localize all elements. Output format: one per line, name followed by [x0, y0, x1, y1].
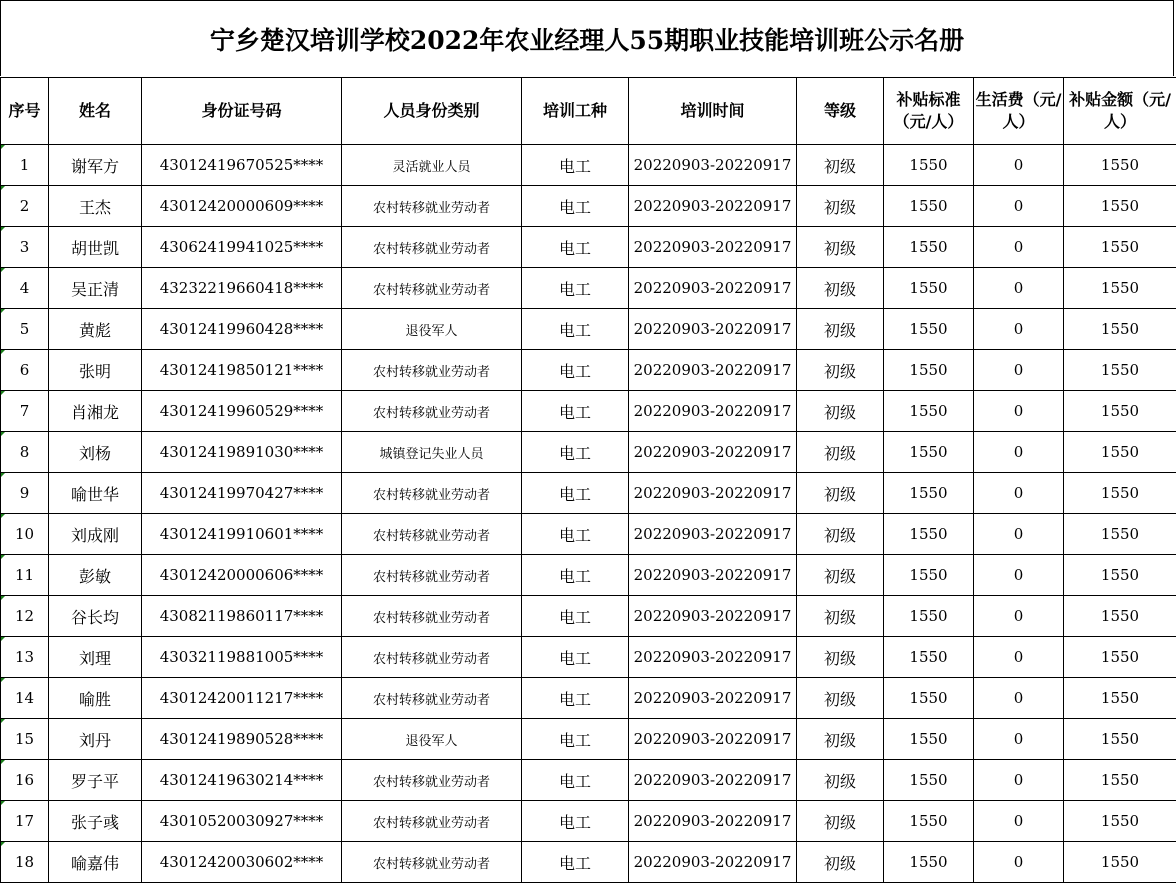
cell-trade[interactable]: 电工	[522, 432, 629, 473]
cell-id-number[interactable]: 43010520030927****	[142, 801, 342, 842]
cell-trade[interactable]: 电工	[522, 186, 629, 227]
cell-name[interactable]: 罗子平	[49, 760, 142, 801]
cell-trade[interactable]: 电工	[522, 391, 629, 432]
cell-subsidy-amount[interactable]: 1550	[1064, 391, 1176, 432]
cell-category[interactable]: 农村转移就业劳动者	[342, 268, 522, 309]
cell-id-number[interactable]: 43032119881005****	[142, 637, 342, 678]
cell-id-number[interactable]: 43012419960529****	[142, 391, 342, 432]
cell-name[interactable]: 刘成刚	[49, 514, 142, 555]
cell-seq[interactable]: 10	[1, 514, 49, 555]
cell-living-fee[interactable]: 0	[974, 473, 1064, 514]
cell-level[interactable]: 初级	[797, 391, 884, 432]
table-row	[1, 637, 1176, 678]
header-training-time[interactable]: 培训时间	[629, 78, 797, 145]
cell-category[interactable]: 农村转移就业劳动者	[342, 637, 522, 678]
table-row	[1, 268, 1176, 309]
cell-subsidy-amount[interactable]: 1550	[1064, 145, 1176, 186]
cell-id-number[interactable]: 43012419890528****	[142, 719, 342, 760]
cell-id-number[interactable]: 43012419960428****	[142, 309, 342, 350]
cell-subsidy-standard[interactable]: 1550	[884, 473, 974, 514]
cell-category[interactable]: 城镇登记失业人员	[342, 432, 522, 473]
cell-subsidy-standard[interactable]: 1550	[884, 145, 974, 186]
cell-subsidy-standard[interactable]: 1550	[884, 309, 974, 350]
cell-trade[interactable]: 电工	[522, 268, 629, 309]
cell-living-fee[interactable]: 0	[974, 637, 1064, 678]
cell-level[interactable]: 初级	[797, 801, 884, 842]
cell-trade[interactable]: 电工	[522, 637, 629, 678]
cell-trade[interactable]: 电工	[522, 719, 629, 760]
cell-category[interactable]: 农村转移就业劳动者	[342, 596, 522, 637]
cell-category[interactable]: 农村转移就业劳动者	[342, 186, 522, 227]
cell-category[interactable]: 退役军人	[342, 719, 522, 760]
cell-subsidy-amount[interactable]: 1550	[1064, 473, 1176, 514]
cell-training-time[interactable]: 20220903-20220917	[629, 760, 797, 801]
table-row	[1, 391, 1176, 432]
cell-living-fee[interactable]: 0	[974, 227, 1064, 268]
cell-subsidy-standard[interactable]: 1550	[884, 555, 974, 596]
cell-training-time[interactable]: 20220903-20220917	[629, 350, 797, 391]
cell-living-fee[interactable]: 0	[974, 391, 1064, 432]
header-level[interactable]: 等级	[797, 78, 884, 145]
table-row	[1, 350, 1176, 391]
cell-training-time[interactable]: 20220903-20220917	[629, 719, 797, 760]
cell-training-time[interactable]: 20220903-20220917	[629, 391, 797, 432]
cell-id-number[interactable]: 43012420000609****	[142, 186, 342, 227]
cell-category[interactable]: 农村转移就业劳动者	[342, 473, 522, 514]
cell-living-fee[interactable]: 0	[974, 309, 1064, 350]
cell-living-fee[interactable]: 0	[974, 350, 1064, 391]
cell-seq[interactable]: 14	[1, 678, 49, 719]
cell-trade[interactable]: 电工	[522, 227, 629, 268]
cell-subsidy-amount[interactable]: 1550	[1064, 309, 1176, 350]
cell-level[interactable]: 初级	[797, 719, 884, 760]
sheet-title: 宁乡楚汉培训学校2022年农业经理人55期职业技能培训班公示名册	[0, 0, 1174, 76]
roster-table	[0, 77, 1176, 883]
cell-category[interactable]: 农村转移就业劳动者	[342, 760, 522, 801]
cell-name[interactable]: 喻胜	[49, 678, 142, 719]
cell-name[interactable]: 胡世凯	[49, 227, 142, 268]
cell-trade[interactable]: 电工	[522, 596, 629, 637]
cell-name[interactable]: 王杰	[49, 186, 142, 227]
cell-living-fee[interactable]: 0	[974, 514, 1064, 555]
cell-level[interactable]: 初级	[797, 555, 884, 596]
cell-seq[interactable]: 6	[1, 350, 49, 391]
cell-training-time[interactable]: 20220903-20220917	[629, 309, 797, 350]
cell-subsidy-amount[interactable]: 1550	[1064, 760, 1176, 801]
cell-name[interactable]: 谢军方	[49, 145, 142, 186]
table-row	[1, 678, 1176, 719]
cell-id-number[interactable]: 43012420000606****	[142, 555, 342, 596]
cell-level[interactable]: 初级	[797, 760, 884, 801]
cell-name[interactable]: 谷长均	[49, 596, 142, 637]
cell-subsidy-standard[interactable]: 1550	[884, 637, 974, 678]
cell-id-number[interactable]: 43012419630214****	[142, 760, 342, 801]
cell-name[interactable]: 肖湘龙	[49, 391, 142, 432]
cell-id-number[interactable]: 43012420030602****	[142, 842, 342, 883]
cell-trade[interactable]: 电工	[522, 473, 629, 514]
header-subsidy-amount[interactable]: 补贴金额（元/人）	[1064, 78, 1176, 145]
cell-living-fee[interactable]: 0	[974, 555, 1064, 596]
header-trade[interactable]: 培训工种	[522, 78, 629, 145]
cell-id-number[interactable]: 43012419891030****	[142, 432, 342, 473]
cell-subsidy-standard[interactable]: 1550	[884, 432, 974, 473]
cell-seq[interactable]: 8	[1, 432, 49, 473]
cell-name[interactable]: 彭敏	[49, 555, 142, 596]
cell-seq[interactable]: 18	[1, 842, 49, 883]
cell-trade[interactable]: 电工	[522, 555, 629, 596]
cell-trade[interactable]: 电工	[522, 514, 629, 555]
cell-level[interactable]: 初级	[797, 473, 884, 514]
cell-living-fee[interactable]: 0	[974, 432, 1064, 473]
cell-subsidy-amount[interactable]: 1550	[1064, 596, 1176, 637]
cell-training-time[interactable]: 20220903-20220917	[629, 801, 797, 842]
cell-training-time[interactable]: 20220903-20220917	[629, 678, 797, 719]
header-subsidy-standard[interactable]: 补贴标准（元/人）	[884, 78, 974, 145]
header-name[interactable]: 姓名	[49, 78, 142, 145]
cell-seq[interactable]: 4	[1, 268, 49, 309]
cell-id-number[interactable]: 43012419970427****	[142, 473, 342, 514]
header-seq[interactable]: 序号	[1, 78, 49, 145]
cell-level[interactable]: 初级	[797, 350, 884, 391]
cell-subsidy-standard[interactable]: 1550	[884, 227, 974, 268]
table-row	[1, 473, 1176, 514]
cell-subsidy-standard[interactable]: 1550	[884, 801, 974, 842]
header-row	[1, 78, 1176, 145]
cell-living-fee[interactable]: 0	[974, 596, 1064, 637]
table-row	[1, 514, 1176, 555]
cell-name[interactable]: 黄彪	[49, 309, 142, 350]
cell-subsidy-standard[interactable]: 1550	[884, 186, 974, 227]
cell-seq[interactable]: 5	[1, 309, 49, 350]
cell-seq[interactable]: 11	[1, 555, 49, 596]
cell-subsidy-amount[interactable]: 1550	[1064, 268, 1176, 309]
cell-training-time[interactable]: 20220903-20220917	[629, 186, 797, 227]
cell-living-fee[interactable]: 0	[974, 719, 1064, 760]
cell-living-fee[interactable]: 0	[974, 842, 1064, 883]
cell-category[interactable]: 退役军人	[342, 309, 522, 350]
table-row	[1, 842, 1176, 883]
cell-level[interactable]: 初级	[797, 514, 884, 555]
cell-trade[interactable]: 电工	[522, 678, 629, 719]
cell-id-number[interactable]: 43012419670525****	[142, 145, 342, 186]
cell-subsidy-amount[interactable]: 1550	[1064, 514, 1176, 555]
table-row	[1, 186, 1176, 227]
cell-subsidy-standard[interactable]: 1550	[884, 842, 974, 883]
cell-id-number[interactable]: 43062419941025****	[142, 227, 342, 268]
table-row	[1, 760, 1176, 801]
cell-training-time[interactable]: 20220903-20220917	[629, 473, 797, 514]
cell-seq[interactable]: 15	[1, 719, 49, 760]
cell-category[interactable]: 农村转移就业劳动者	[342, 555, 522, 596]
cell-living-fee[interactable]: 0	[974, 145, 1064, 186]
cell-subsidy-amount[interactable]: 1550	[1064, 555, 1176, 596]
table-row	[1, 309, 1176, 350]
cell-id-number[interactable]: 43012419850121****	[142, 350, 342, 391]
cell-training-time[interactable]: 20220903-20220917	[629, 842, 797, 883]
cell-training-time[interactable]: 20220903-20220917	[629, 514, 797, 555]
cell-category[interactable]: 农村转移就业劳动者	[342, 678, 522, 719]
cell-trade[interactable]: 电工	[522, 350, 629, 391]
cell-level[interactable]: 初级	[797, 596, 884, 637]
cell-subsidy-standard[interactable]: 1550	[884, 350, 974, 391]
cell-name[interactable]: 喻世华	[49, 473, 142, 514]
table-body	[1, 145, 1176, 883]
cell-level[interactable]: 初级	[797, 268, 884, 309]
cell-category[interactable]: 农村转移就业劳动者	[342, 514, 522, 555]
cell-training-time[interactable]: 20220903-20220917	[629, 268, 797, 309]
cell-subsidy-amount[interactable]: 1550	[1064, 432, 1176, 473]
cell-training-time[interactable]: 20220903-20220917	[629, 227, 797, 268]
table-row	[1, 596, 1176, 637]
cell-subsidy-standard[interactable]: 1550	[884, 514, 974, 555]
cell-category[interactable]: 农村转移就业劳动者	[342, 842, 522, 883]
cell-id-number[interactable]: 43232219660418****	[142, 268, 342, 309]
cell-name[interactable]: 张明	[49, 350, 142, 391]
cell-subsidy-standard[interactable]: 1550	[884, 268, 974, 309]
cell-subsidy-standard[interactable]: 1550	[884, 678, 974, 719]
cell-subsidy-standard[interactable]: 1550	[884, 760, 974, 801]
cell-level[interactable]: 初级	[797, 432, 884, 473]
cell-name[interactable]: 刘理	[49, 637, 142, 678]
cell-category[interactable]: 农村转移就业劳动者	[342, 391, 522, 432]
cell-name[interactable]: 张子彧	[49, 801, 142, 842]
cell-category[interactable]: 农村转移就业劳动者	[342, 227, 522, 268]
cell-living-fee[interactable]: 0	[974, 801, 1064, 842]
table-row	[1, 227, 1176, 268]
cell-level[interactable]: 初级	[797, 842, 884, 883]
cell-living-fee[interactable]: 0	[974, 186, 1064, 227]
cell-seq[interactable]: 17	[1, 801, 49, 842]
cell-subsidy-standard[interactable]: 1550	[884, 391, 974, 432]
cell-trade[interactable]: 电工	[522, 842, 629, 883]
table-row	[1, 801, 1176, 842]
cell-subsidy-amount[interactable]: 1550	[1064, 637, 1176, 678]
cell-name[interactable]: 刘丹	[49, 719, 142, 760]
cell-seq[interactable]: 9	[1, 473, 49, 514]
cell-seq[interactable]: 3	[1, 227, 49, 268]
cell-level[interactable]: 初级	[797, 678, 884, 719]
cell-level[interactable]: 初级	[797, 309, 884, 350]
cell-seq[interactable]: 16	[1, 760, 49, 801]
cell-category[interactable]: 灵活就业人员	[342, 145, 522, 186]
cell-subsidy-amount[interactable]: 1550	[1064, 186, 1176, 227]
cell-living-fee[interactable]: 0	[974, 268, 1064, 309]
cell-trade[interactable]: 电工	[522, 309, 629, 350]
cell-trade[interactable]: 电工	[522, 760, 629, 801]
cell-category[interactable]: 农村转移就业劳动者	[342, 801, 522, 842]
cell-trade[interactable]: 电工	[522, 801, 629, 842]
cell-subsidy-amount[interactable]: 1550	[1064, 227, 1176, 268]
cell-level[interactable]: 初级	[797, 186, 884, 227]
cell-subsidy-amount[interactable]: 1550	[1064, 842, 1176, 883]
cell-subsidy-standard[interactable]: 1550	[884, 719, 974, 760]
cell-seq[interactable]: 1	[1, 145, 49, 186]
cell-name[interactable]: 吴正清	[49, 268, 142, 309]
table-row	[1, 555, 1176, 596]
cell-subsidy-standard[interactable]: 1550	[884, 596, 974, 637]
cell-name[interactable]: 喻嘉伟	[49, 842, 142, 883]
cell-seq[interactable]: 2	[1, 186, 49, 227]
cell-id-number[interactable]: 43082119860117****	[142, 596, 342, 637]
cell-category[interactable]: 农村转移就业劳动者	[342, 350, 522, 391]
cell-seq[interactable]: 13	[1, 637, 49, 678]
cell-training-time[interactable]: 20220903-20220917	[629, 596, 797, 637]
cell-id-number[interactable]: 43012419910601****	[142, 514, 342, 555]
cell-id-number[interactable]: 43012420011217****	[142, 678, 342, 719]
cell-subsidy-amount[interactable]: 1550	[1064, 350, 1176, 391]
cell-training-time[interactable]: 20220903-20220917	[629, 432, 797, 473]
table-row	[1, 719, 1176, 760]
table-row	[1, 432, 1176, 473]
cell-training-time[interactable]: 20220903-20220917	[629, 555, 797, 596]
cell-subsidy-amount[interactable]: 1550	[1064, 719, 1176, 760]
cell-level[interactable]: 初级	[797, 227, 884, 268]
header-id-number[interactable]: 身份证号码	[142, 78, 342, 145]
cell-training-time[interactable]: 20220903-20220917	[629, 145, 797, 186]
cell-training-time[interactable]: 20220903-20220917	[629, 637, 797, 678]
cell-living-fee[interactable]: 0	[974, 678, 1064, 719]
cell-seq[interactable]: 12	[1, 596, 49, 637]
cell-trade[interactable]: 电工	[522, 145, 629, 186]
table-row	[1, 145, 1176, 186]
cell-subsidy-amount[interactable]: 1550	[1064, 801, 1176, 842]
cell-subsidy-amount[interactable]: 1550	[1064, 678, 1176, 719]
cell-name[interactable]: 刘杨	[49, 432, 142, 473]
header-living-fee[interactable]: 生活费（元/人）	[974, 78, 1064, 145]
header-category[interactable]: 人员身份类别	[342, 78, 522, 145]
cell-living-fee[interactable]: 0	[974, 760, 1064, 801]
cell-level[interactable]: 初级	[797, 637, 884, 678]
cell-seq[interactable]: 7	[1, 391, 49, 432]
cell-level[interactable]: 初级	[797, 145, 884, 186]
